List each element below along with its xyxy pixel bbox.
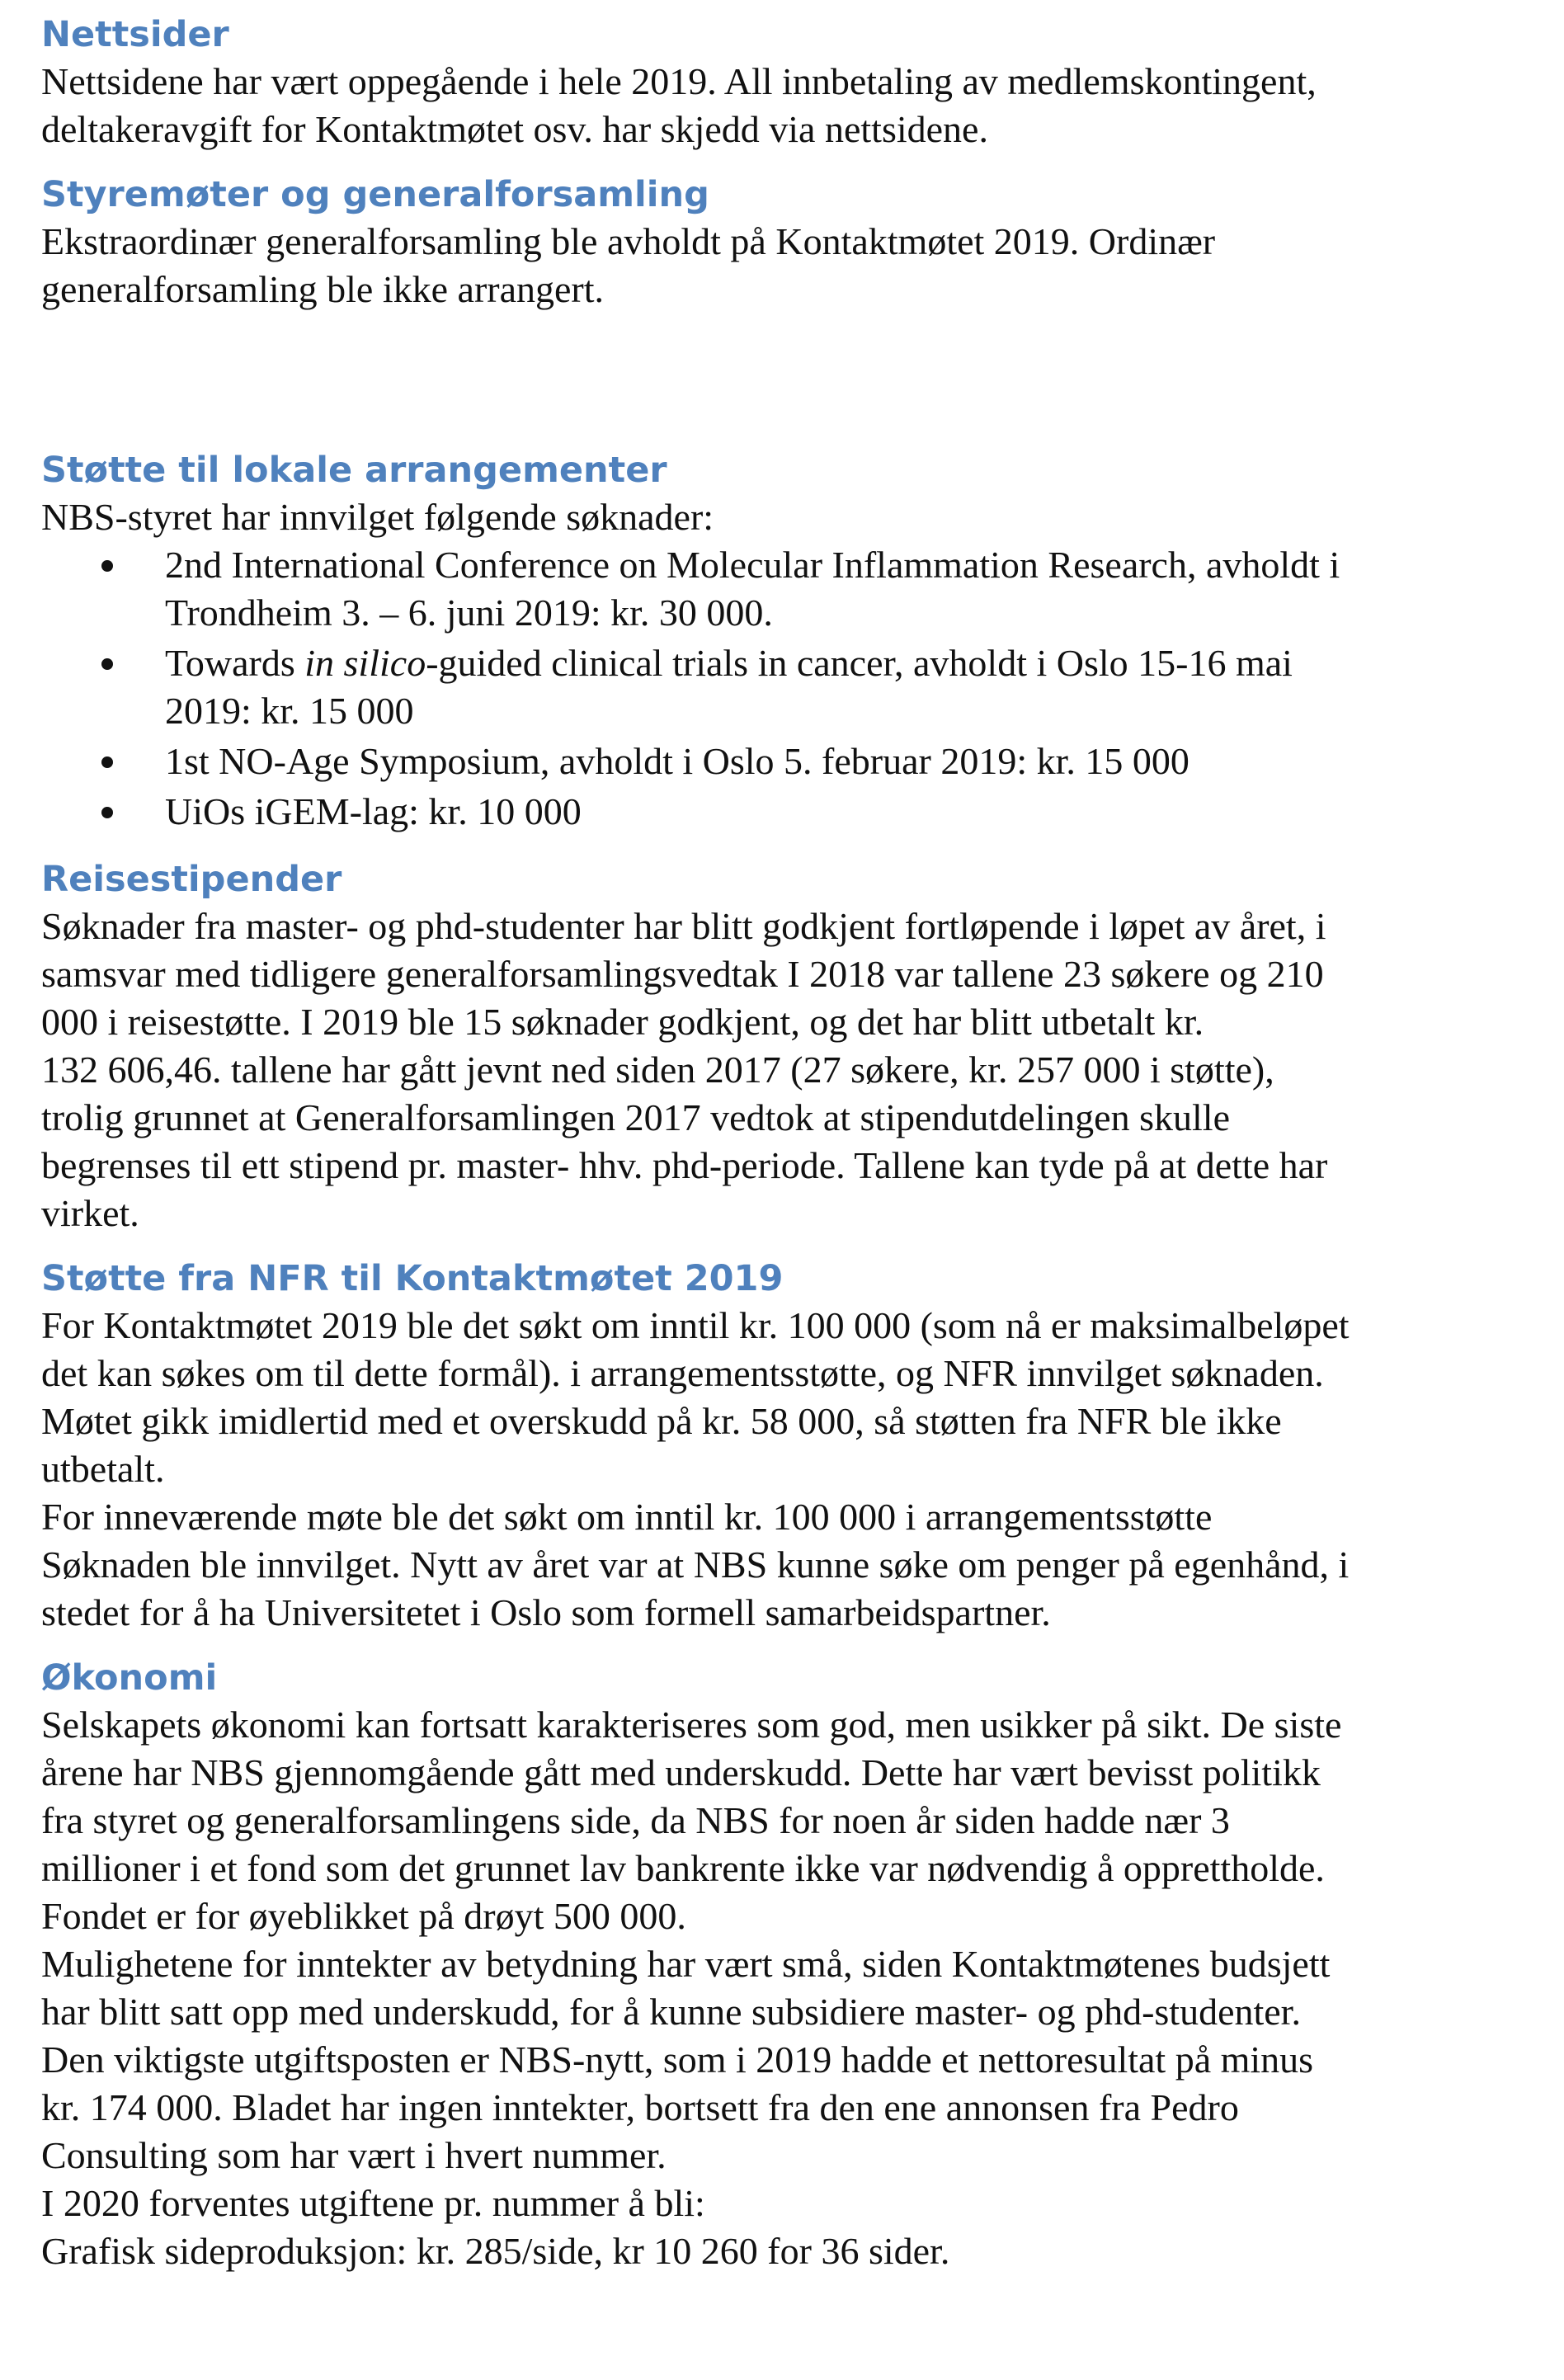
text-line: Søknaden ble innvilget. Nytt av året var at NBS kunne søke om penger på egenhånd, i [41,1543,1350,1586]
text-line: fra styret og generalforsamlingens side, da NBS for noen år siden hadde nær 3 [41,1799,1230,1841]
text-fragment: -guided clinical trials in cancer, avholdt i Oslo 15-16 mai [426,642,1293,684]
text-line: kr. 174 000. Bladet har ingen inntekter, bortsett fra den ene annonsen fra Pedro [41,2086,1239,2128]
text-line: Nettsidene har vært oppegående i hele 2019. All innbetaling av medlemskontingent, [41,60,1317,102]
paragraph: NBS-styret har innvilget følgende søknader: [41,496,714,538]
text-line: utbetalt. [41,1448,165,1490]
section-styremoter [41,172,1526,313]
text-line: 132 606,46. tallene har gått jevnt ned siden 2017 (27 søkere, kr. 257 000 i støtte), [41,1049,1274,1091]
paragraph [41,58,1526,153]
bullet-list [41,541,1526,836]
section-heading: Styremøter og generalforsamling [41,174,709,215]
text-line: deltakeravgift for Kontaktmøtet osv. har skjedd via nettsidene. [41,108,988,150]
text-line: Fondet er for øyeblikket på drøyt 500 000. [41,1895,686,1937]
text-fragment: Towards [165,642,305,684]
section-heading: Nettsider [41,14,229,55]
paragraph [41,1701,1526,2275]
text-line: Søknader fra master- og phd-studenter har blitt godkjent fortløpende i løpet av året, i [41,905,1326,947]
section-heading: Støtte til lokale arrangementer [41,450,667,491]
text-line: Mulighetene for inntekter av betydning har vært små, siden Kontaktmøtenes budsjett [41,1943,1331,1985]
text-line: 000 i reisestøtte. I 2019 ble 15 søknader godkjent, og det har blitt utbetalt kr. [41,1001,1204,1043]
text-line: 1st NO-Age Symposium, avholdt i Oslo 5. februar 2019: kr. 15 000 [165,740,1189,782]
section-nettsider [41,12,1526,153]
section-okonomi [41,1655,1526,2275]
bullet-icon [101,756,113,768]
section-heading: Økonomi [41,1657,218,1699]
bullet-icon [101,807,113,818]
text-line: Ekstraordinær generalforsamling ble avholdt på Kontaktmøtet 2019. Ordinær [41,220,1216,262]
text-line: Grafisk sideproduksjon: kr. 285/side, kr 10 260 for 36 sider. [41,2230,950,2272]
list-item [41,541,1526,637]
bullet-icon [101,560,113,572]
text-line: Trondheim 3. – 6. juni 2019: kr. 30 000. [165,591,773,634]
text-line: generalforsamling ble ikke arrangert. [41,268,605,310]
document-page [41,12,1526,2275]
text-line: For inneværende møte ble det søkt om inntil kr. 100 000 i arrangementsstøtte [41,1496,1213,1538]
section-stotte-lokale [41,447,1526,836]
section-reisestipender [41,856,1526,1237]
text-line: Selskapets økonomi kan fortsatt karakteriseres som god, men usikker på sikt. De siste [41,1704,1342,1746]
bullet-icon [101,658,113,670]
section-heading: Reisestipender [41,859,342,900]
paragraph [41,1302,1526,1637]
paragraph [41,218,1526,313]
text-line: det kan søkes om til dette formål). i arrangementsstøtte, og NFR innvilget søknaden. [41,1352,1324,1394]
text-line: I 2020 forventes utgiftene pr. nummer å bli: [41,2182,705,2224]
text-line: Den viktigste utgiftsposten er NBS-nytt, som i 2019 hadde et nettoresultat på minus [41,2038,1314,2081]
text-line: samsvar med tidligere generalforsamlingsvedtak I 2018 var tallene 23 søkere og 210 [41,953,1324,995]
text-line: stedet for å ha Universitetet i Oslo som formell samarbeidspartner. [41,1591,1051,1633]
text-line: millioner i et fond som det grunnet lav bankrente ikke var nødvendig å opprettholde. [41,1847,1325,1889]
list-item [41,788,1526,836]
text-line: begrenses til ett stipend pr. master- hhv. phd-periode. Tallene kan tyde på at dette har [41,1144,1328,1186]
text-line: 2nd International Conference on Molecular Inflammation Research, avholdt i [165,544,1340,586]
paragraph [41,903,1526,1237]
italic-text: in silico [304,642,426,684]
list-item [41,738,1526,785]
text-line: For Kontaktmøtet 2019 ble det søkt om inntil kr. 100 000 (som nå er maksimalbeløpet [41,1304,1350,1346]
section-heading: Støtte fra NFR til Kontaktmøtet 2019 [41,1258,784,1299]
text-line: virket. [41,1192,139,1234]
text-line: UiOs iGEM-lag: kr. 10 000 [165,790,582,832]
section-nfr [41,1256,1526,1637]
text-line: har blitt satt opp med underskudd, for å kunne subsidiere master- og phd-studenter. [41,1991,1301,2033]
text-line: Møtet gikk imidlertid med et overskudd på kr. 58 000, så støtten fra NFR ble ikke [41,1400,1282,1442]
text-line: årene har NBS gjennomgående gått med underskudd. Dette har vært bevisst politikk [41,1751,1321,1793]
list-item [41,639,1526,735]
text-line: 2019: kr. 15 000 [165,690,414,732]
text-line: trolig grunnet at Generalforsamlingen 2017 vedtok at stipendutdelingen skulle [41,1096,1230,1138]
text-line: Consulting som har vært i hvert nummer. [41,2134,667,2176]
